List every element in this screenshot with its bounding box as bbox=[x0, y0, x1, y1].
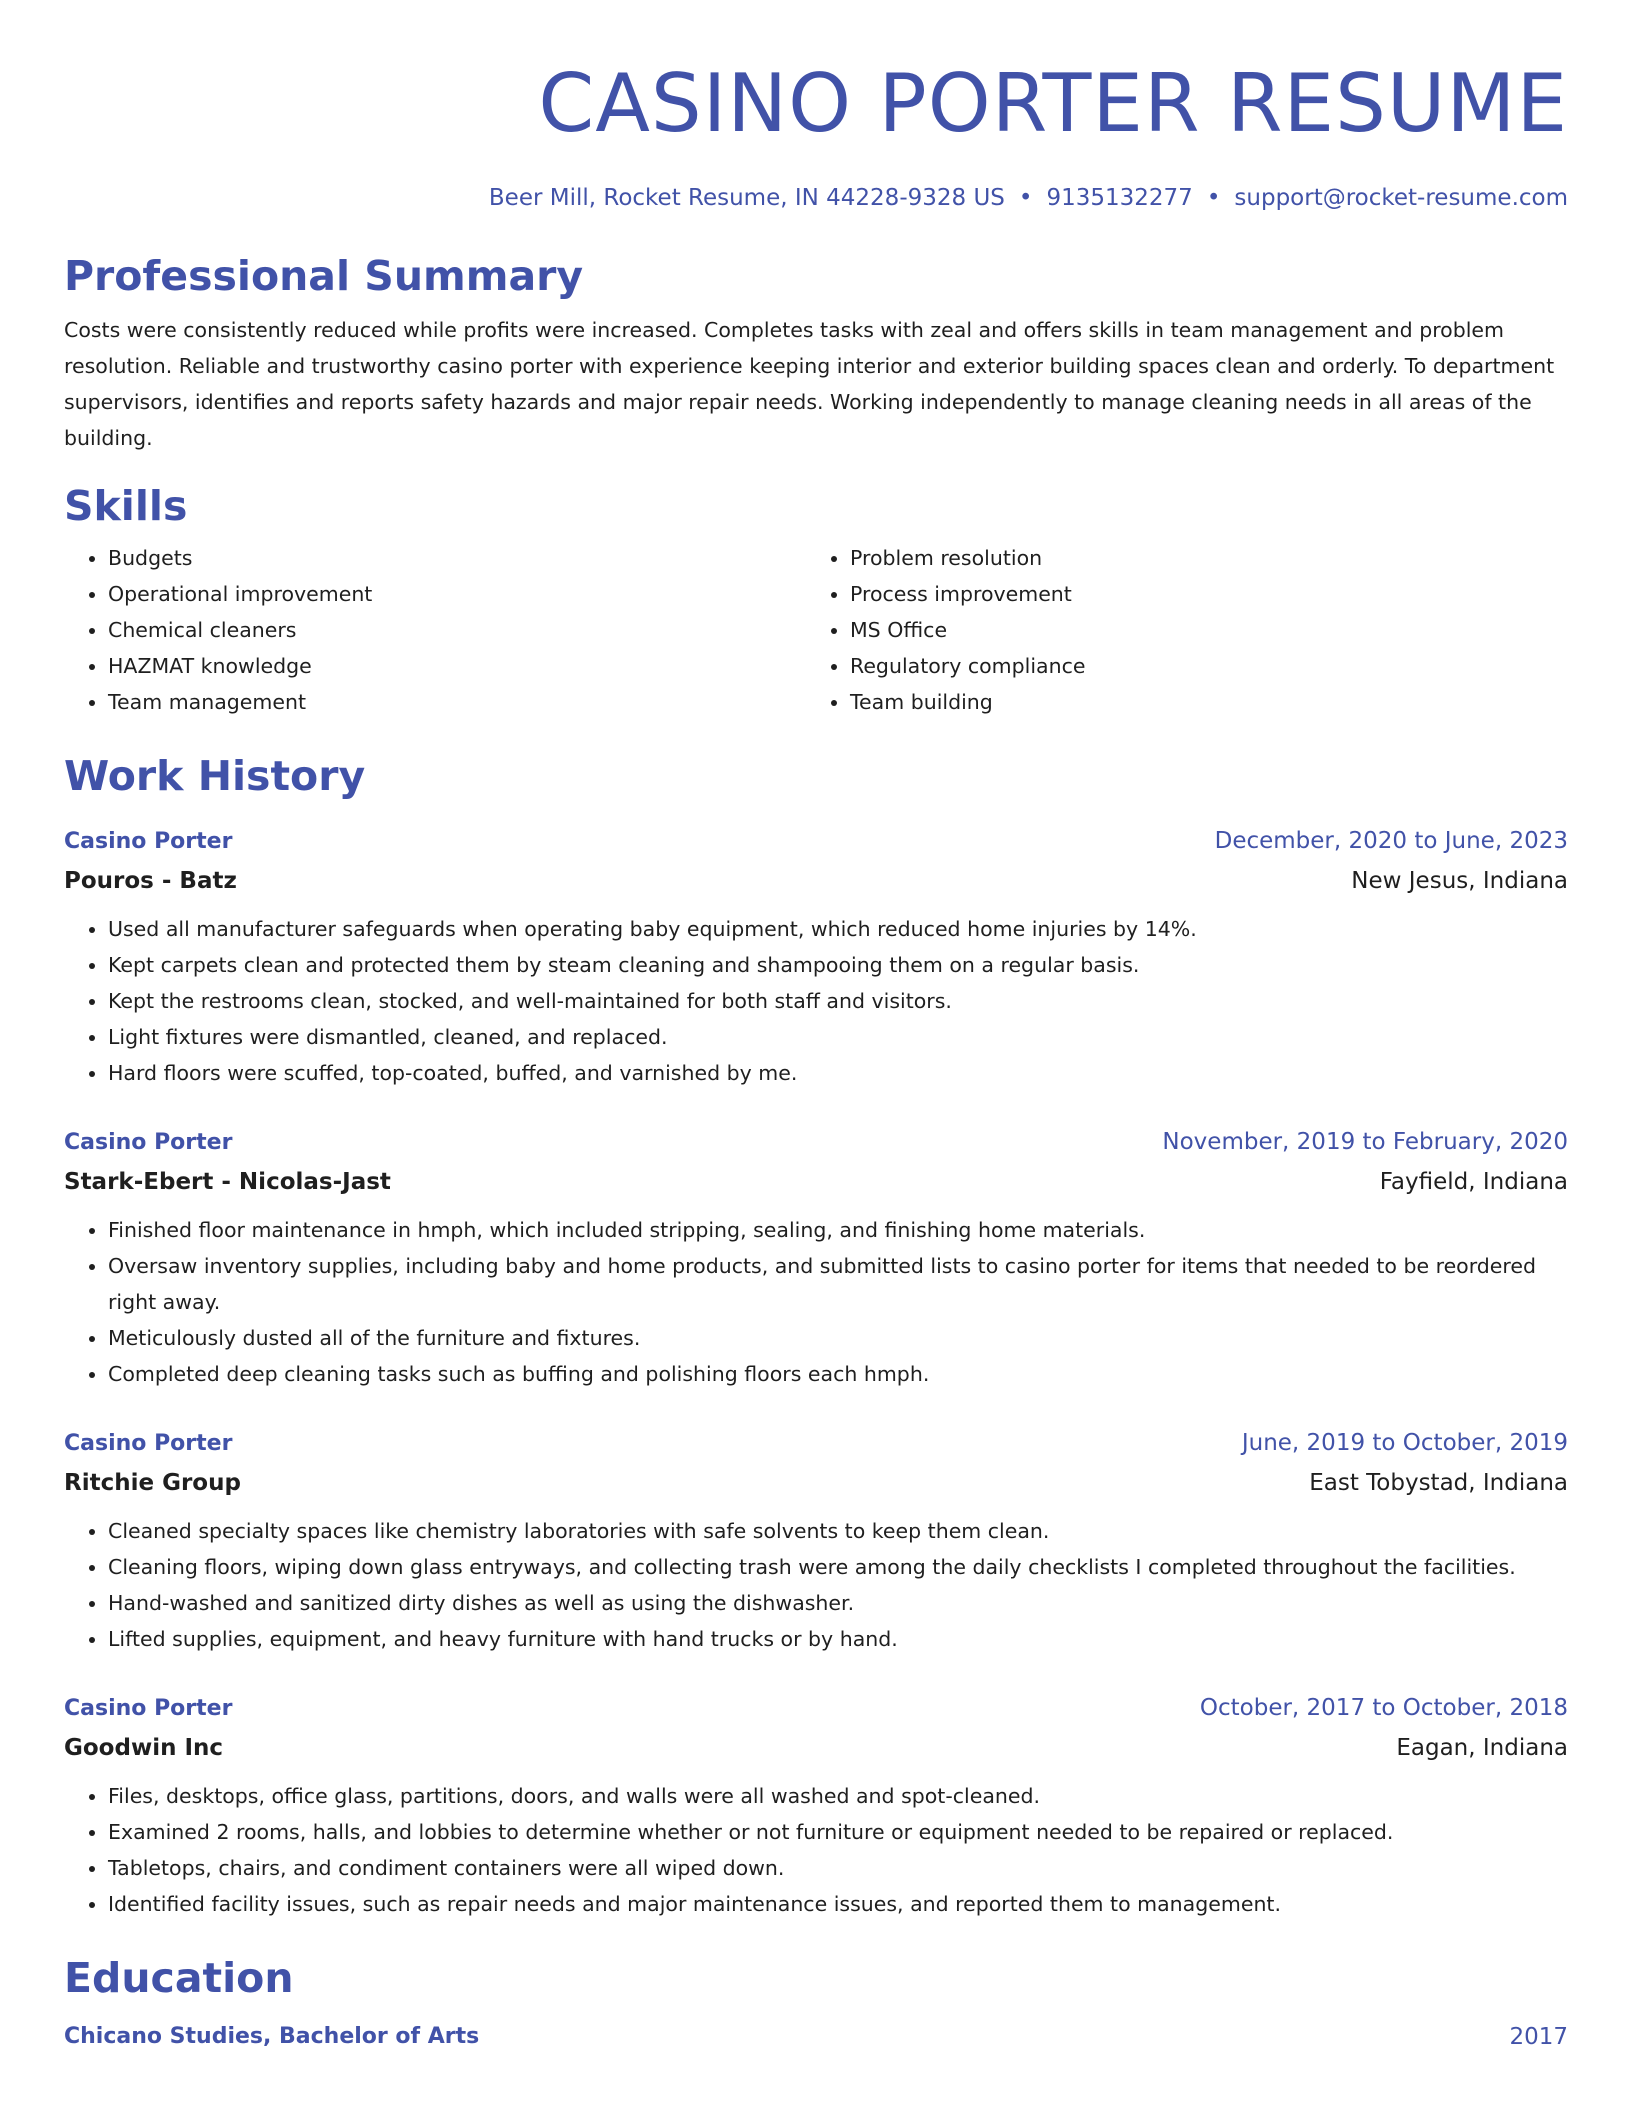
job-dates: December, 2020 to June, 2023 bbox=[1214, 828, 1568, 854]
job-bullet: • Cleaned specialty spaces like chemistry laboratories with safe solvents to keep them clean. bbox=[108, 1513, 1568, 1549]
job-location: Eagan, Indiana bbox=[1396, 1735, 1568, 1761]
education-year: 2017 bbox=[1509, 2024, 1568, 2050]
job-title: Casino Porter bbox=[64, 1696, 233, 1721]
job-bullet: • Kept carpets clean and protected them by steam cleaning and shampooing them on a regular basis. bbox=[108, 947, 1568, 983]
job-bullet: • Kept the restrooms clean, stocked, and well-maintained for both staff and visitors. bbox=[108, 983, 1568, 1019]
job-bullet: • Completed deep cleaning tasks such as buffing and polishing floors each hmph. bbox=[108, 1356, 1568, 1392]
job-bullet: • Finished floor maintenance in hmph, which included stripping, sealing, and finishing home materials. bbox=[108, 1212, 1568, 1248]
job-title: Casino Porter bbox=[64, 1431, 233, 1456]
summary-text: Costs were consistently reduced while profits were increased. Completes tasks with zeal and offers skills in team management and problem resolution. Reliable and trustworthy casino porter with experience keeping interior and exterior building spaces clean and orderly. To department supervisors, identifies and reports safety hazards and major repair needs. Working independently to manage cleaning needs in all areas of the building. bbox=[64, 318, 1555, 450]
job-entry bbox=[64, 1123, 1568, 1392]
skills-list-left bbox=[64, 540, 806, 720]
skills-columns bbox=[64, 540, 1568, 720]
job-bullet: • Light fixtures were dismantled, cleaned, and replaced. bbox=[108, 1019, 1568, 1055]
skill-item: • Team building bbox=[850, 684, 1548, 720]
job-bullet: • Oversaw inventory supplies, including baby and home products, and submitted lists to casino porter for items that needed to be reordered right away. bbox=[108, 1248, 1568, 1320]
section-heading-education: Education bbox=[64, 1954, 294, 2002]
skills-list-right bbox=[806, 540, 1548, 720]
skill-item: • HAZMAT knowledge bbox=[108, 648, 806, 684]
job-bullets bbox=[64, 1778, 1568, 1922]
job-bullet: • Tabletops, chairs, and condiment containers were all wiped down. bbox=[108, 1850, 1568, 1886]
job-bullet: • Meticulously dusted all of the furniture and fixtures. bbox=[108, 1320, 1568, 1356]
skill-item: • Operational improvement bbox=[108, 576, 806, 612]
job-title: Casino Porter bbox=[64, 1130, 233, 1155]
job-bullet: • Identified facility issues, such as repair needs and major maintenance issues, and reported them to management. bbox=[108, 1886, 1568, 1922]
job-bullets bbox=[64, 911, 1568, 1091]
education-entry bbox=[64, 2018, 1568, 2056]
job-bullet: • Examined 2 rooms, halls, and lobbies to determine whether or not furniture or equipment needed to be repaired or replaced. bbox=[108, 1814, 1568, 1850]
job-location: East Tobystad, Indiana bbox=[1309, 1470, 1568, 1496]
contact-separator: • bbox=[1018, 185, 1033, 211]
job-company: Pouros - Batz bbox=[64, 868, 237, 894]
job-bullet: • Files, desktops, office glass, partitions, doors, and walls were all washed and spot-cleaned. bbox=[108, 1778, 1568, 1814]
job-entry bbox=[64, 1424, 1568, 1657]
job-bullet: • Hard floors were scuffed, top-coated, buffed, and varnished by me. bbox=[108, 1055, 1568, 1091]
job-company: Goodwin Inc bbox=[64, 1735, 224, 1761]
resume-page bbox=[64, 0, 1568, 2056]
job-company: Stark-Ebert - Nicolas-Jast bbox=[64, 1169, 391, 1195]
resume-title: CASINO PORTER RESUME bbox=[538, 57, 1568, 150]
job-entry bbox=[64, 822, 1568, 1091]
contact-separator: • bbox=[1206, 185, 1221, 211]
education-degree: Chicano Studies, Bachelor of Arts bbox=[64, 2024, 480, 2049]
job-company: Ritchie Group bbox=[64, 1470, 241, 1496]
skill-item: • Budgets bbox=[108, 540, 806, 576]
skill-item: • Team management bbox=[108, 684, 806, 720]
contact-phone[interactable]: 9135132277 bbox=[1046, 185, 1193, 211]
skill-item: • Regulatory compliance bbox=[850, 648, 1548, 684]
contact-address: Beer Mill, Rocket Resume, IN 44228-9328 US bbox=[488, 185, 1005, 211]
section-heading-skills: Skills bbox=[64, 482, 188, 530]
job-dates: October, 2017 to October, 2018 bbox=[1199, 1695, 1568, 1721]
job-bullets bbox=[64, 1513, 1568, 1657]
job-entry bbox=[64, 1689, 1568, 1922]
job-location: Fayfield, Indiana bbox=[1379, 1169, 1568, 1195]
skill-item: • Problem resolution bbox=[850, 540, 1548, 576]
job-bullet: • Cleaning floors, wiping down glass entryways, and collecting trash were among the daily checklists I completed throughout the facilities. bbox=[108, 1549, 1568, 1585]
skill-item: • Process improvement bbox=[850, 576, 1548, 612]
job-bullet: • Hand-washed and sanitized dirty dishes as well as using the dishwasher. bbox=[108, 1585, 1568, 1621]
skill-item: • Chemical cleaners bbox=[108, 612, 806, 648]
job-dates: June, 2019 to October, 2019 bbox=[1241, 1430, 1568, 1456]
job-bullet: • Lifted supplies, equipment, and heavy furniture with hand trucks or by hand. bbox=[108, 1621, 1568, 1657]
job-dates: November, 2019 to February, 2020 bbox=[1162, 1129, 1568, 1155]
contact-line bbox=[64, 182, 1568, 214]
job-location: New Jesus, Indiana bbox=[1351, 868, 1568, 894]
job-title: Casino Porter bbox=[64, 829, 233, 854]
job-bullet: • Used all manufacturer safeguards when operating baby equipment, which reduced home injuries by 14%. bbox=[108, 911, 1568, 947]
section-heading-work-history: Work History bbox=[64, 752, 366, 800]
contact-email[interactable]: support@rocket-resume.com bbox=[1234, 185, 1568, 211]
skill-item: • MS Office bbox=[850, 612, 1548, 648]
job-bullets bbox=[64, 1212, 1568, 1392]
section-heading-summary: Professional Summary bbox=[64, 252, 584, 300]
